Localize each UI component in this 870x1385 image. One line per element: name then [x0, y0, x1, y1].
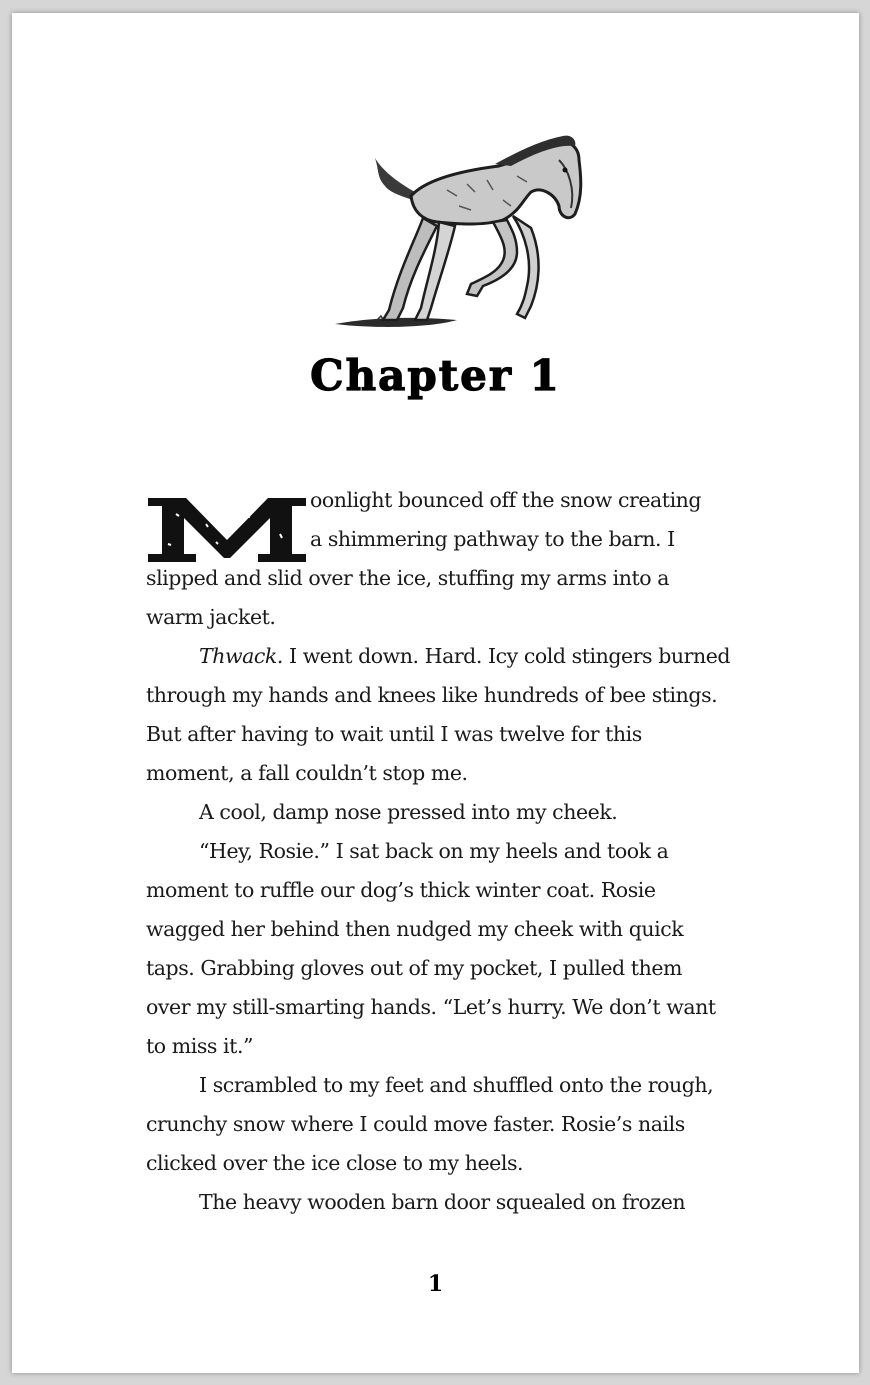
text-line-15: to miss it.” [146, 1034, 254, 1058]
chapter-title: Chapter 1 [310, 351, 561, 400]
text-line-12: wagged her behind then nudged my cheek with quick [146, 917, 684, 941]
chapter-body-text [146, 481, 786, 1222]
text-line-10: “Hey, Rosie.” I sat back on my heels and took a [199, 839, 669, 863]
dropcap-letter-text: M [146, 494, 147, 495]
text-line-13: taps. Grabbing gloves out of my pocket, I pulled them [146, 956, 682, 980]
foal-illustration [327, 130, 597, 330]
text-line-3: slipped and slid over the ice, stuffing my arms into a [146, 566, 669, 590]
text-line-2: a shimmering pathway to the barn. I [310, 527, 675, 551]
text-line-17: crunchy snow where I could move faster. Rosie’s nails [146, 1112, 685, 1136]
text-line-7: But after having to wait until I was twelve for this [146, 722, 642, 746]
text-line-4: warm jacket. [146, 605, 276, 629]
book-page [12, 13, 859, 1373]
text-line-16: I scrambled to my feet and shuffled onto the rough, [199, 1073, 714, 1097]
text-line-19: The heavy wooden barn door squealed on frozen [199, 1190, 686, 1214]
text-line-1: oonlight bounced off the snow creating [310, 488, 702, 512]
page-number: 1 [427, 1271, 444, 1297]
text-line-18: clicked over the ice close to my heels. [146, 1151, 524, 1175]
text-line-14: over my still-smarting hands. “Let’s hurry. We don’t want [146, 995, 716, 1019]
text-line-9: A cool, damp nose pressed into my cheek. [199, 800, 618, 824]
text-line-5-rest: I went down. Hard. Icy cold stingers burned [282, 644, 731, 668]
text-line-6: through my hands and knees like hundreds of bee stings. [146, 683, 718, 707]
text-line-11: moment to ruffle our dog’s thick winter coat. Rosie [146, 878, 656, 902]
dropcap-letter-m [146, 494, 308, 566]
text-line-5 [146, 637, 786, 676]
italic-word-thwack: Thwack. [199, 644, 283, 668]
text-line-8: moment, a fall couldn’t stop me. [146, 761, 468, 785]
